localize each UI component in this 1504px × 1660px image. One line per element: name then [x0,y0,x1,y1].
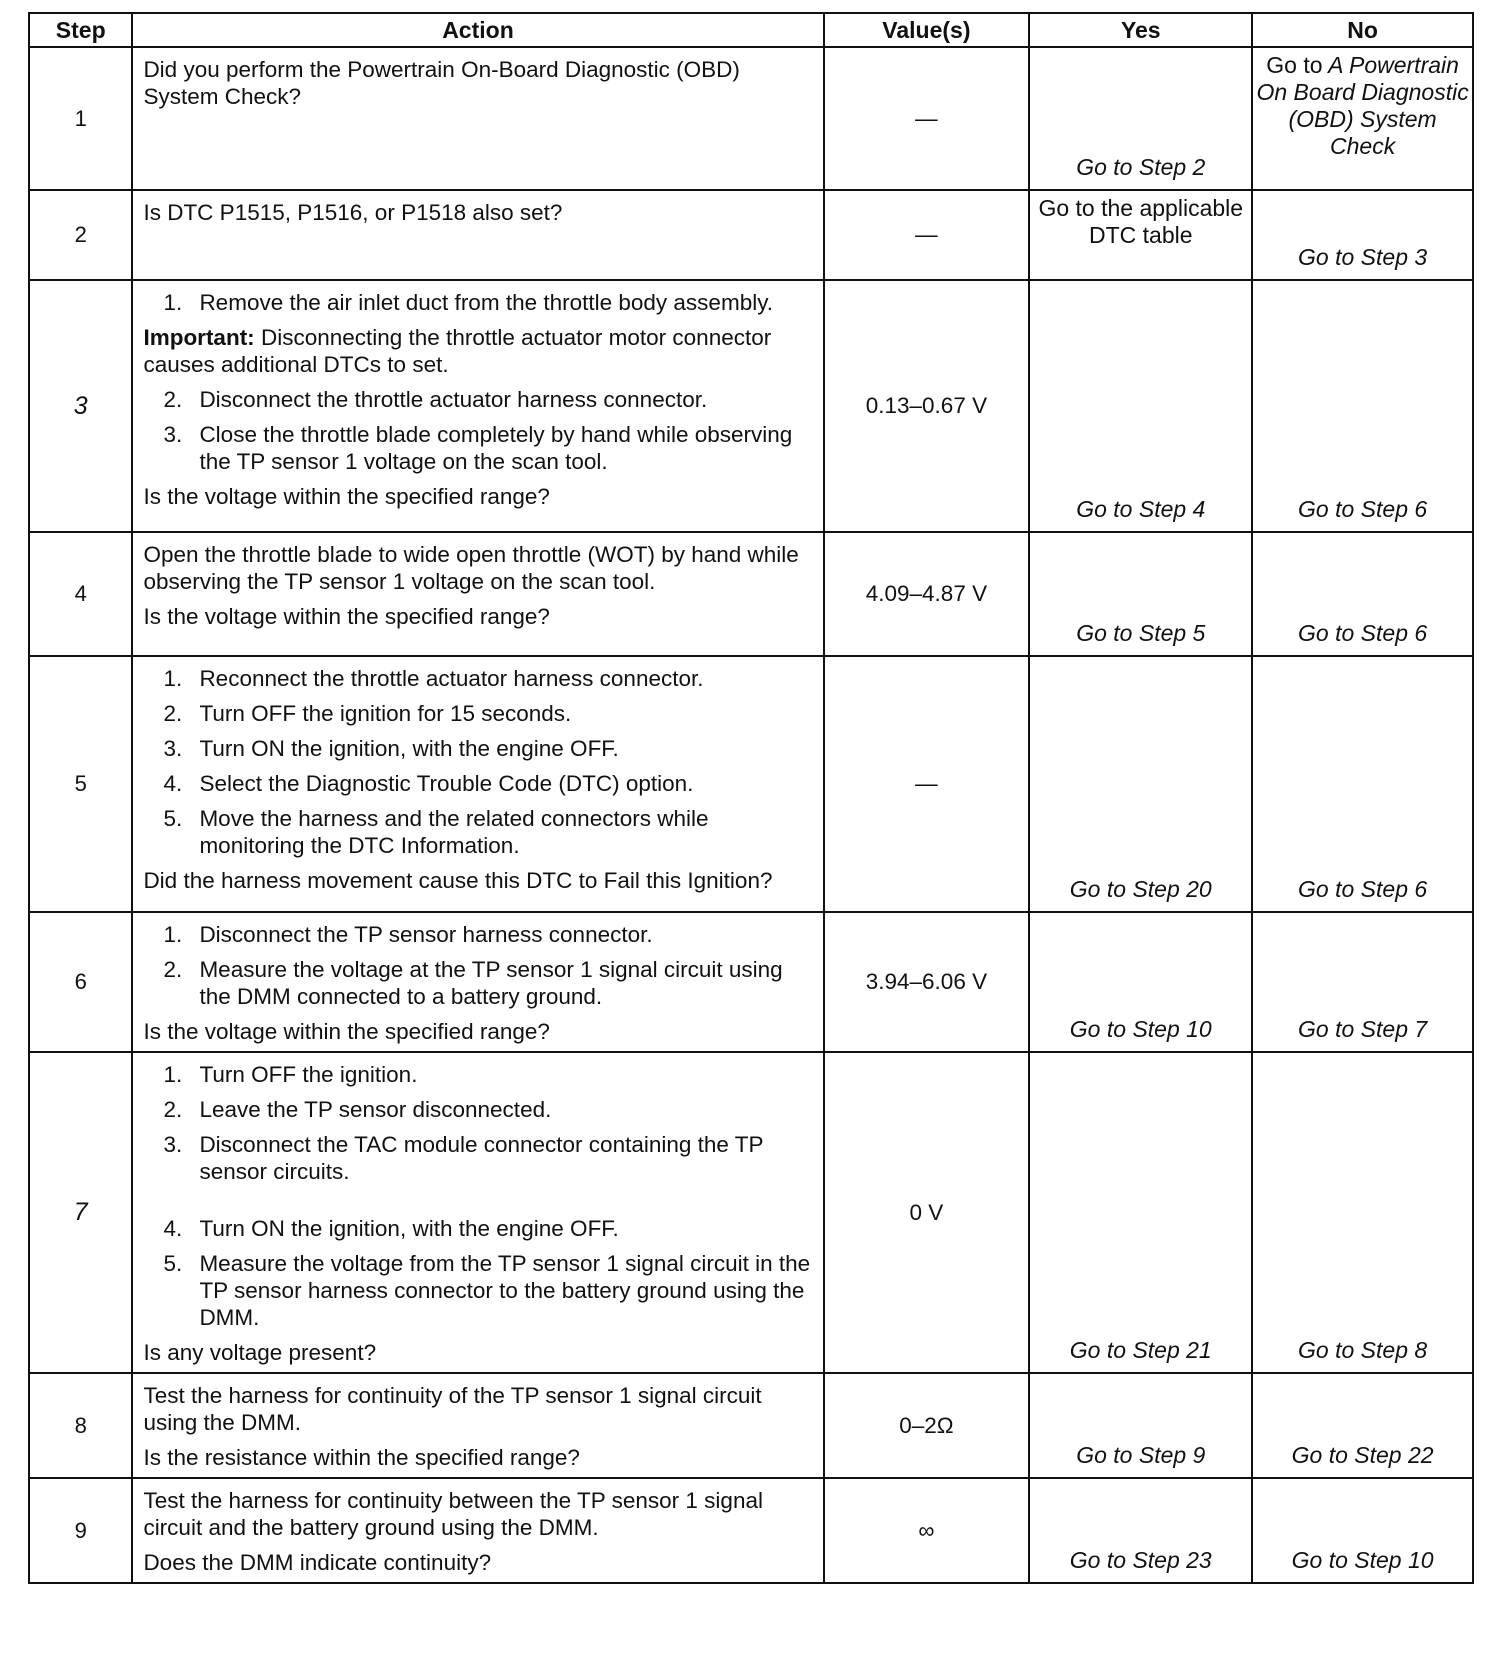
no-cell: Go to Step 6 [1252,280,1473,532]
action-cell [132,1478,823,1583]
action-text: Open the throttle blade to wide open throttle (WOT) by hand while observing the TP sensor 1 voltage on the scan tool. [143,542,799,594]
yes-cell: Go to Step 20 [1029,656,1252,912]
action-question: Is any voltage present? [143,1340,377,1365]
action-list-item: 2. Turn OFF the ignition for 15 seconds. [163,701,572,726]
action-cell [132,280,823,532]
action-list-item: 1. Remove the air inlet duct from the throttle body assembly. [163,290,774,315]
header-row [29,13,1473,47]
table-row-step-9 [29,1478,1473,1583]
action-cell [132,532,823,656]
yes-cell: Go to Step 5 [1029,532,1252,656]
table-row-step-1 [29,47,1473,190]
action-list-item: 1. Disconnect the TP sensor harness connector. [163,922,653,947]
action-question: Did the harness movement cause this DTC to Fail this Ignition? [143,868,773,893]
action-list-item: 4. Select the Diagnostic Trouble Code (DTC) option. [163,771,694,796]
action-question: Is the voltage within the specified range? [143,604,550,629]
action-list [143,921,812,1010]
action-cell [132,1373,823,1478]
value-cell: 3.94–6.06 V [824,912,1030,1052]
action-list [143,1215,812,1331]
value-cell: 4.09–4.87 V [824,532,1030,656]
yes-cell: Go to Step 9 [1029,1373,1252,1478]
action-text: Test the harness for continuity of the TP sensor 1 signal circuit using the DMM. [143,1383,762,1435]
step-number: 6 [29,912,132,1052]
action-cell [132,47,823,190]
table-row-step-6 [29,912,1473,1052]
no-cell: Go to Step 10 [1252,1478,1473,1583]
no-cell: Go to Step 22 [1252,1373,1473,1478]
action-cell [132,190,823,280]
action-list-item: 3. Turn ON the ignition, with the engine OFF. [163,736,619,761]
action-list [143,1061,812,1185]
header-yes: Yes [1029,13,1252,47]
value-cell: 0–2Ω [824,1373,1030,1478]
action-list-item: 5. Measure the voltage from the TP sensor 1 signal circuit in the TP sensor harness connector to the battery ground using the DMM. [163,1251,811,1330]
table-row-step-5 [29,656,1473,912]
value-cell: — [824,190,1030,280]
action-list-item: 1. Turn OFF the ignition. [163,1062,418,1087]
action-list-item: 3. Disconnect the TAC module connector containing the TP sensor circuits. [163,1132,764,1184]
yes-cell: Go to Step 21 [1029,1052,1252,1373]
important-text: Disconnecting the throttle actuator motor connector causes additional DTCs to set. [143,325,772,377]
action-list-item: 1. Reconnect the throttle actuator harness connector. [163,666,704,691]
no-link-text: A Powertrain On Board Diagnostic (OBD) System Check [1256,52,1469,159]
table-row-step-7 [29,1052,1473,1373]
no-cell: Go to Step 7 [1252,912,1473,1052]
yes-cell: Go to Step 10 [1029,912,1252,1052]
yes-cell: Go to Step 2 [1029,47,1252,190]
header-action: Action [132,13,823,47]
action-question: Is the resistance within the specified range? [143,1445,580,1470]
step-number: 5 [29,656,132,912]
no-cell: Go to Step 6 [1252,656,1473,912]
no-cell: Go to Step 3 [1252,190,1473,280]
header-values: Value(s) [824,13,1030,47]
action-list-item: 2. Leave the TP sensor disconnected. [163,1097,552,1122]
step-number: 7 [29,1052,132,1373]
step-number: 3 [29,280,132,532]
header-no: No [1252,13,1473,47]
value-cell: 0 V [824,1052,1030,1373]
action-list-item: 2. Measure the voltage at the TP sensor 1 signal circuit using the DMM connected to a battery ground. [163,957,783,1009]
step-number: 4 [29,532,132,656]
action-list-item: 3. Close the throttle blade completely by hand while observing the TP sensor 1 voltage on the scan tool. [163,422,793,474]
action-list [143,386,812,475]
action-list-item: 4. Turn ON the ignition, with the engine OFF. [163,1216,619,1241]
step-number: 2 [29,190,132,280]
table-row-step-8 [29,1373,1473,1478]
action-list [143,665,812,859]
important-label: Important: [143,325,255,350]
action-cell [132,656,823,912]
no-cell: Go to Step 6 [1252,532,1473,656]
action-cell [132,1052,823,1373]
value-cell: — [824,656,1030,912]
no-cell: Go to Step 8 [1252,1052,1473,1373]
step-number: 9 [29,1478,132,1583]
action-text: Test the harness for continuity between the TP sensor 1 signal circuit and the battery ground using the DMM. [143,1488,763,1540]
action-text: Is DTC P1515, P1516, or P1518 also set? [143,200,563,225]
step-number: 8 [29,1373,132,1478]
no-cell [1252,47,1473,190]
action-text: Did you perform the Powertrain On-Board Diagnostic (OBD) System Check? [143,57,740,109]
yes-cell: Go to Step 23 [1029,1478,1252,1583]
action-cell [132,912,823,1052]
header-step: Step [29,13,132,47]
yes-cell: Go to the applicable DTC table [1029,190,1252,280]
yes-cell: Go to Step 4 [1029,280,1252,532]
value-cell: ∞ [824,1478,1030,1583]
diagnostic-table [28,12,1474,1584]
value-cell: 0.13–0.67 V [824,280,1030,532]
step-number: 1 [29,47,132,190]
no-prefix: Go to [1266,52,1323,78]
table-row-step-3 [29,280,1473,532]
action-question: Does the DMM indicate continuity? [143,1550,492,1575]
table-row-step-2 [29,190,1473,280]
action-question: Is the voltage within the specified range? [143,484,550,509]
action-question: Is the voltage within the specified range? [143,1019,550,1044]
action-list [143,289,812,316]
value-cell: — [824,47,1030,190]
action-list-item: 5. Move the harness and the related connectors while monitoring the DTC Information. [163,806,709,858]
table-row-step-4 [29,532,1473,656]
important-note [143,324,812,378]
action-list-item: 2. Disconnect the throttle actuator harness connector. [163,387,708,412]
